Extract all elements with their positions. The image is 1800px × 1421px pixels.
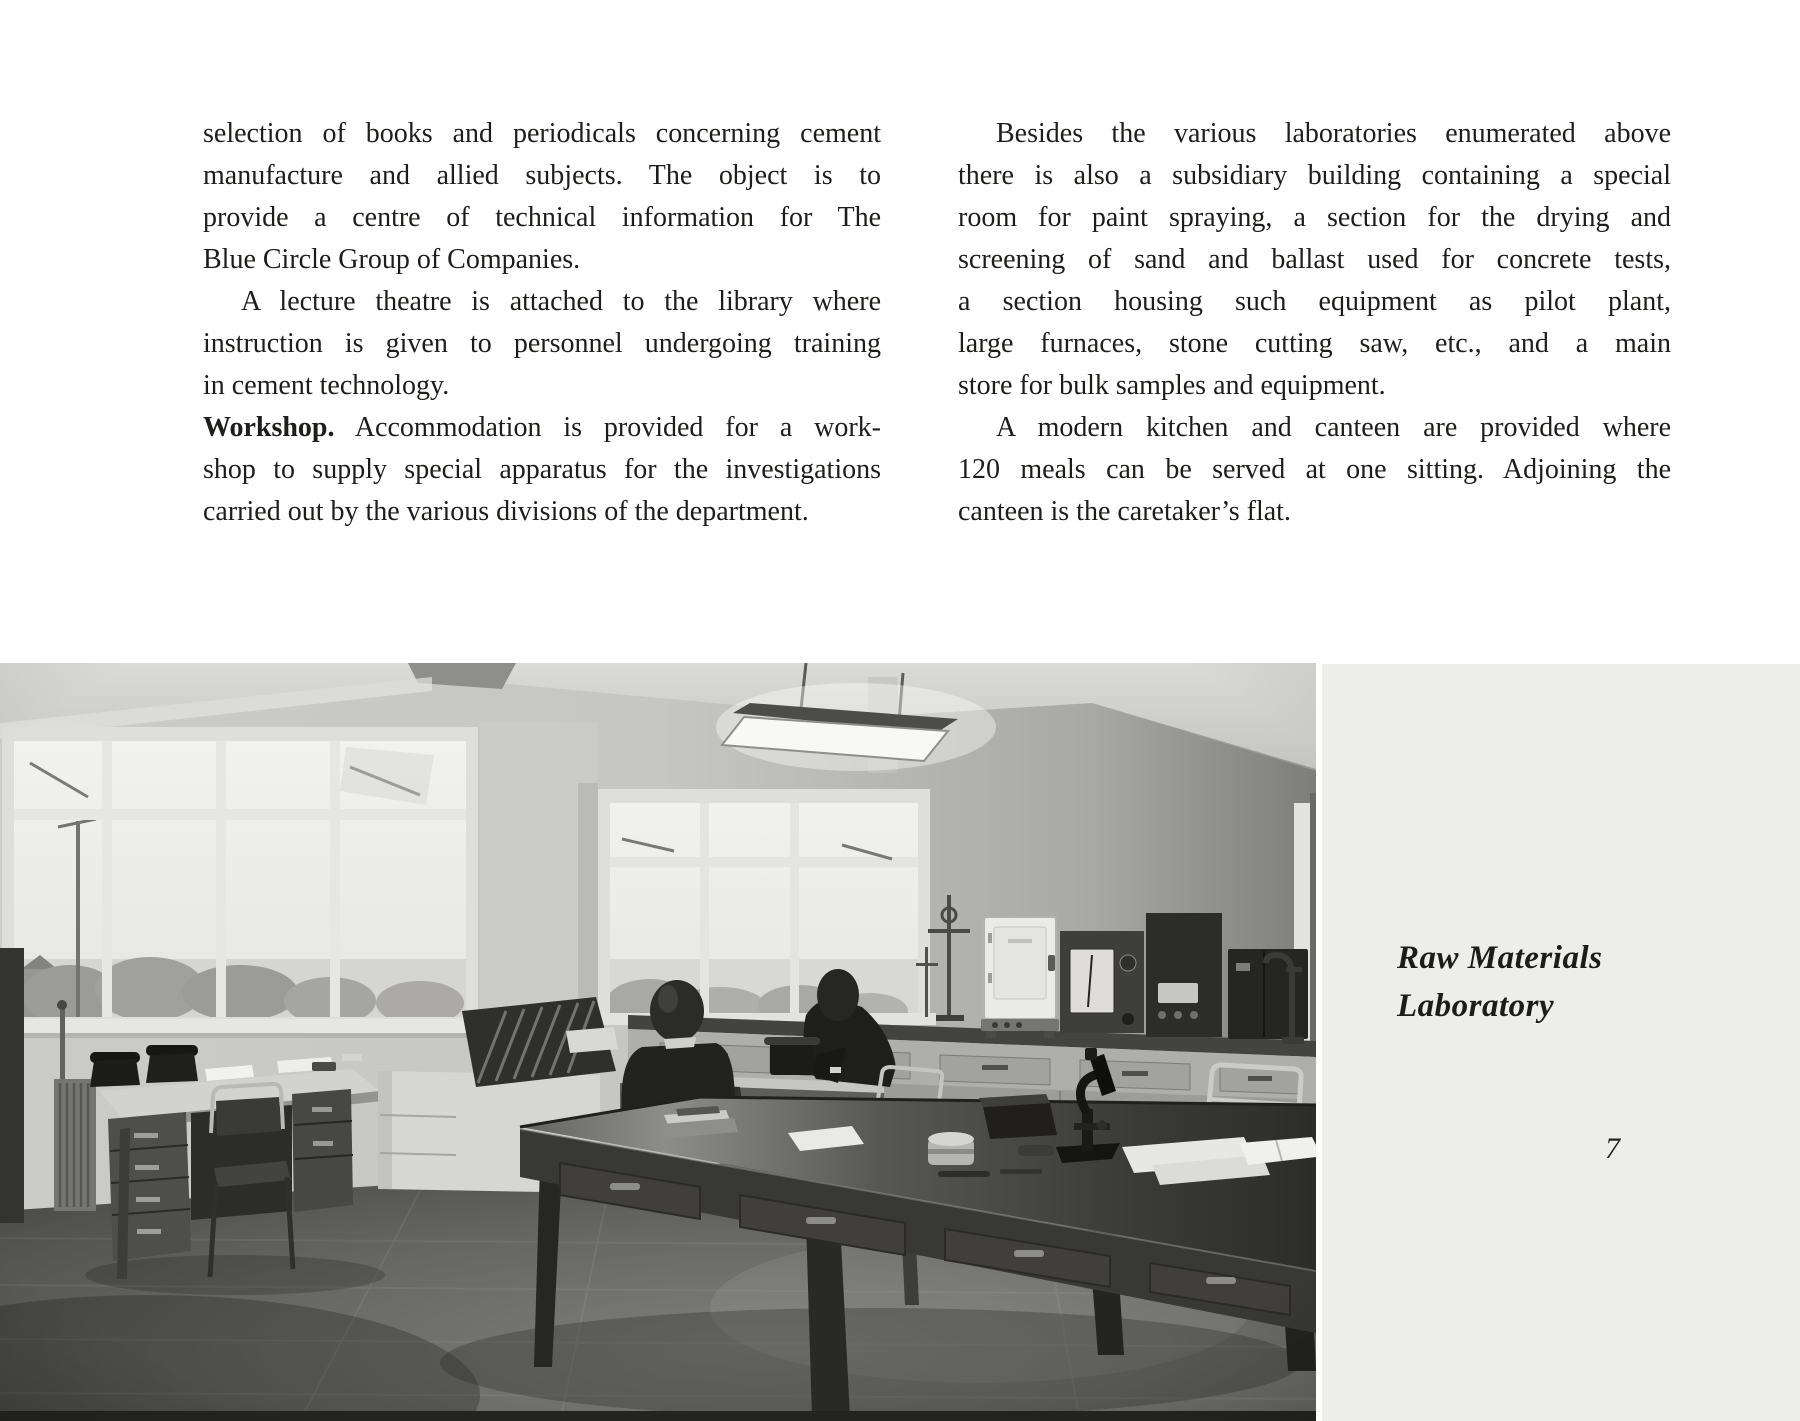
photo-caption-line1: Raw Materials	[1397, 940, 1603, 976]
text-line: Blue Circle Group of Companies.	[203, 244, 581, 275]
text-line: A modern kitchen and canteen are provided where	[996, 412, 1671, 443]
text-line: store for bulk samples and equipment.	[958, 370, 1386, 401]
text-line: selection of books and periodicals concerning cement	[203, 118, 881, 149]
text-line: a section housing such equipment as pilot plant,	[958, 286, 1671, 317]
caption-panel	[1322, 664, 1800, 1421]
text-line: screening of sand and ballast used for concrete tests,	[958, 244, 1671, 275]
text-line: provide a centre of technical information for The	[203, 202, 881, 233]
text-line: large furnaces, stone cutting saw, etc., and a main	[958, 328, 1671, 359]
text-line: A lecture theatre is attached to the library where	[241, 286, 881, 317]
article-right-column	[958, 113, 1671, 533]
article-left-column	[203, 113, 881, 533]
page-number: 7	[1605, 1132, 1620, 1165]
text-line: 120 meals can be served at one sitting. Adjoining the	[958, 454, 1671, 485]
text-line: carried out by the various divisions of the department.	[203, 496, 809, 527]
text-line: manufacture and allied subjects. The object is to	[203, 160, 881, 191]
text-line: canteen is the caretaker’s flat.	[958, 496, 1291, 527]
text-line: shop to supply special apparatus for the investigations	[203, 454, 881, 485]
text-line: in cement technology.	[203, 370, 450, 401]
text-line: instruction is given to personnel undergoing training	[203, 328, 881, 359]
text-line: room for paint spraying, a section for the drying and	[958, 202, 1671, 233]
text-line: Besides the various laboratories enumerated above	[996, 118, 1671, 149]
laboratory-photo	[0, 663, 1316, 1421]
laboratory-photo-art	[0, 663, 1316, 1421]
text-line: there is also a subsidiary building containing a special	[958, 160, 1671, 191]
photo-caption	[1397, 934, 1602, 1030]
text-line: Workshop. Accommodation is provided for a work-	[203, 412, 881, 443]
photo-caption-line2: Laboratory	[1397, 988, 1555, 1024]
